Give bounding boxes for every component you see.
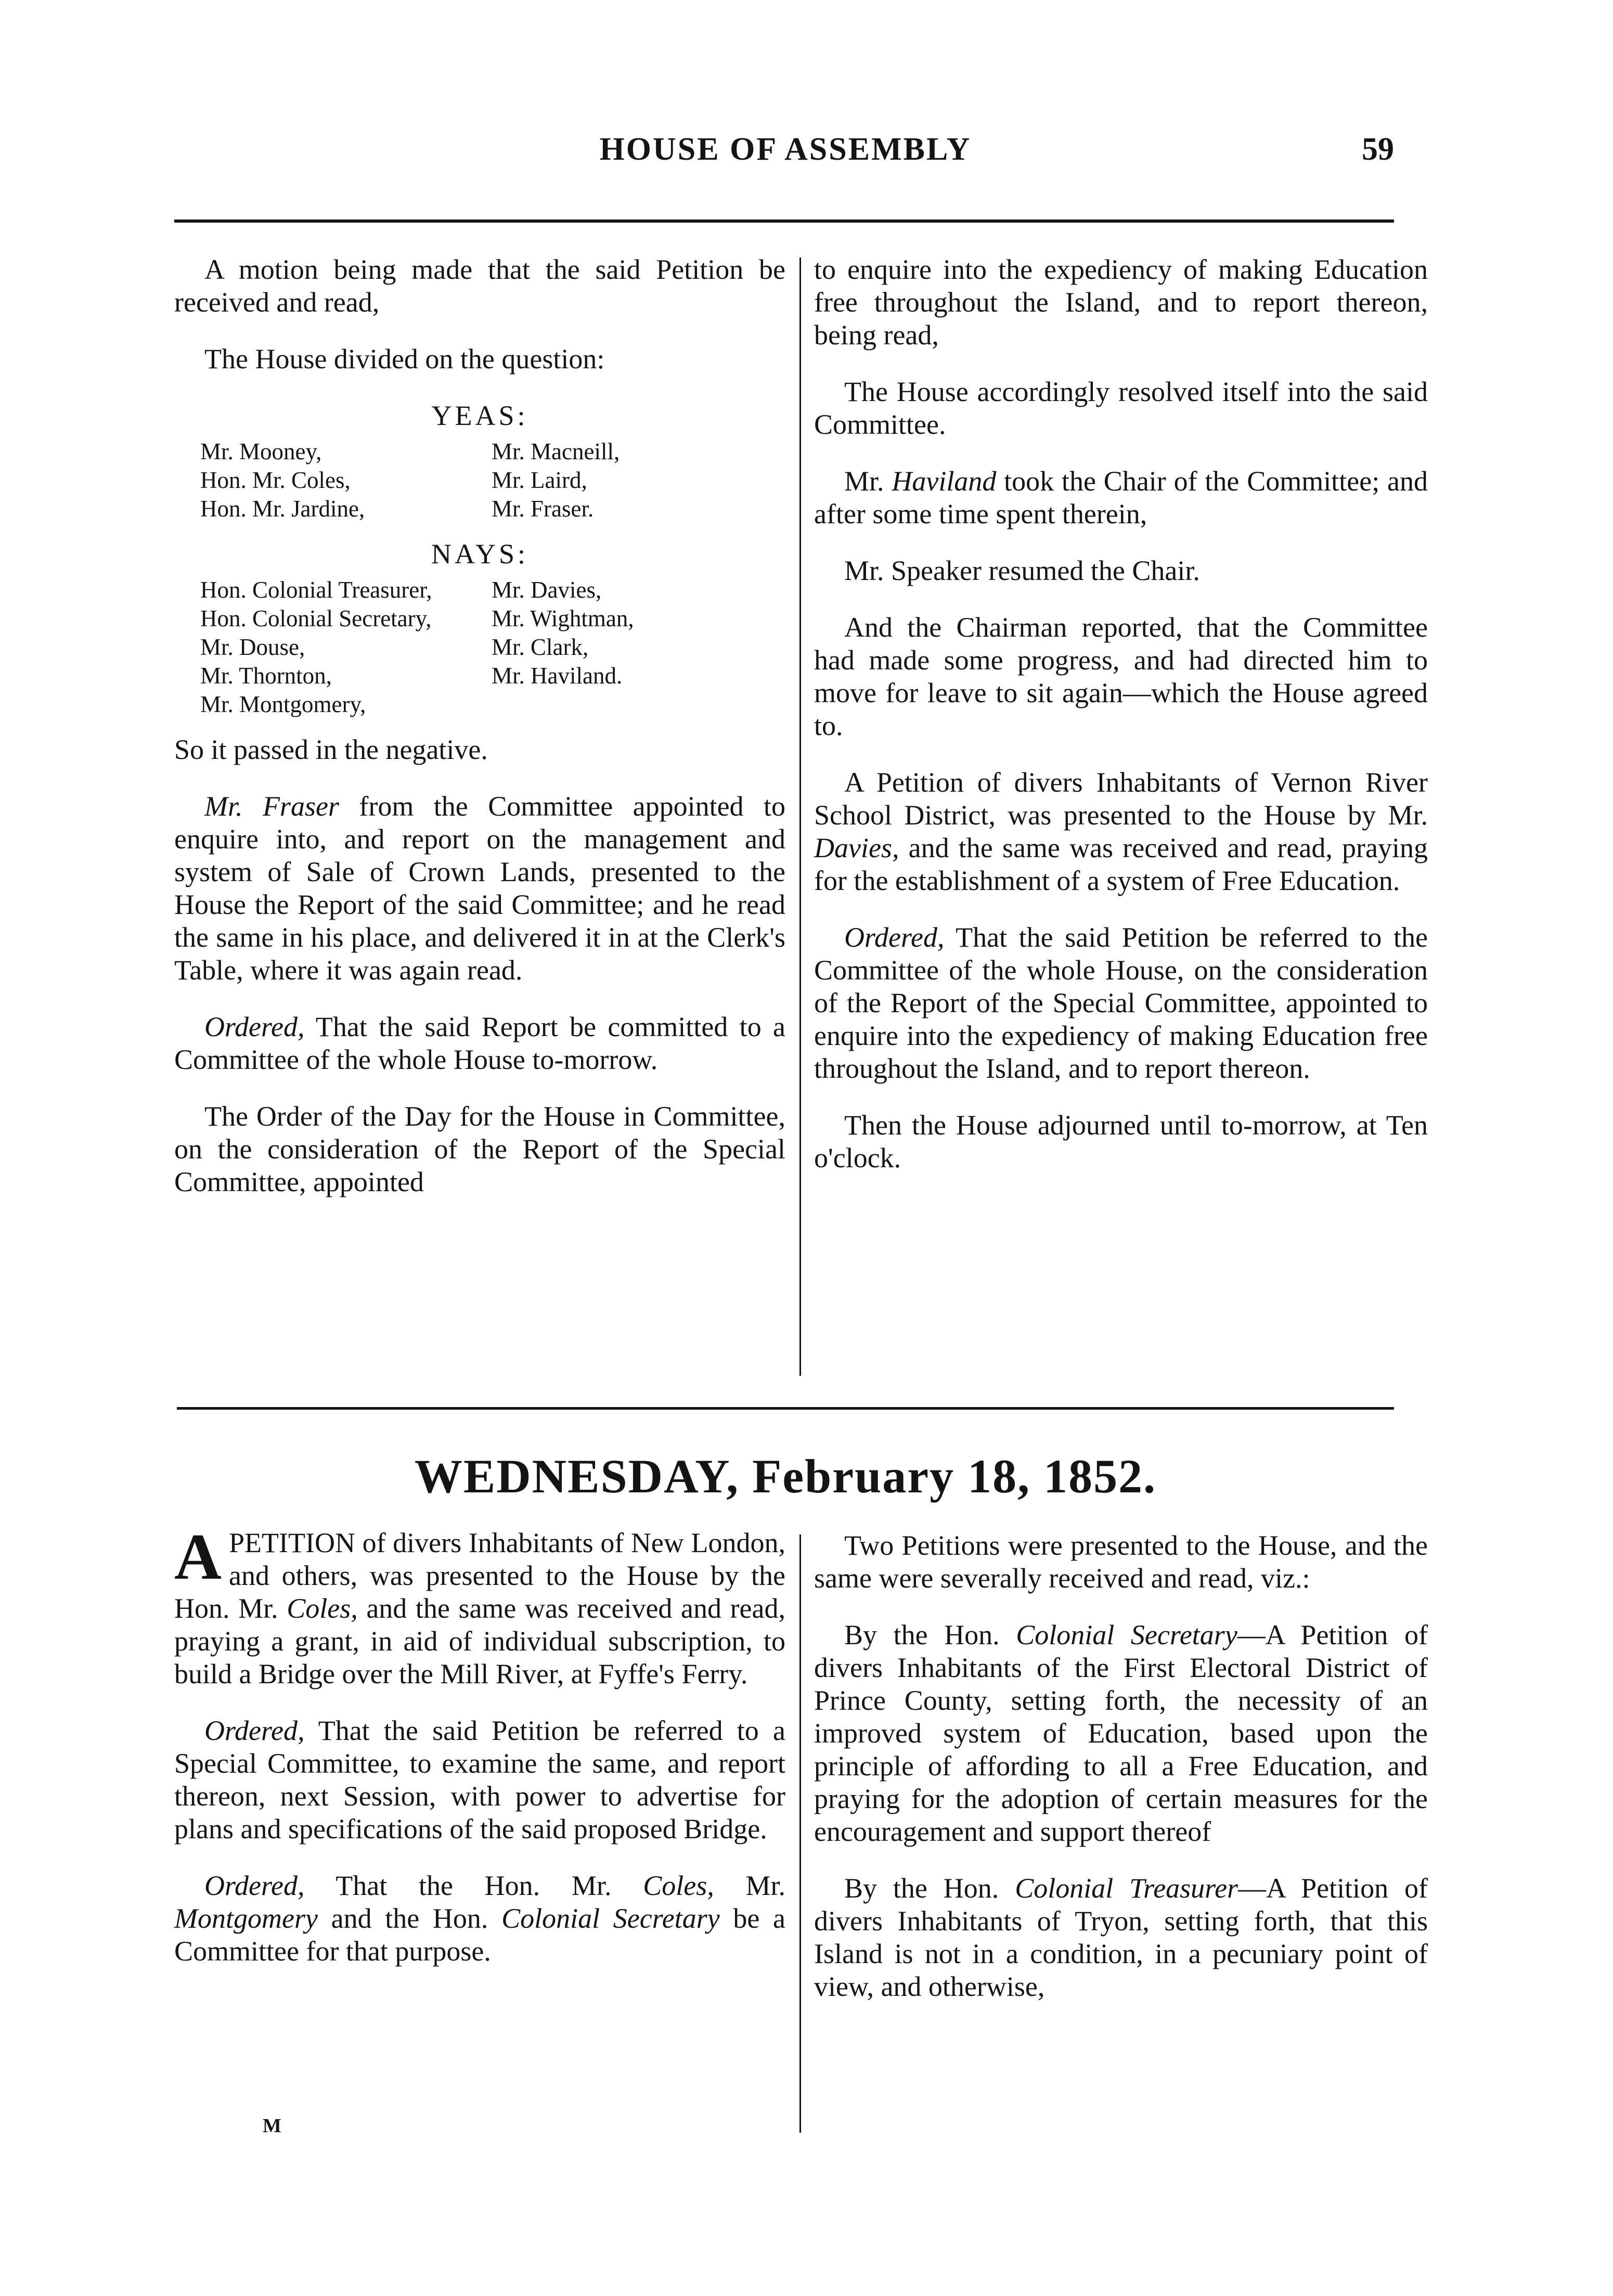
nay-name: Mr. Davies,	[492, 577, 602, 603]
paragraph-text: By the Hon.	[844, 1873, 1015, 1904]
member-title: Colonial Treasurer	[1015, 1873, 1238, 1904]
member-name: Coles,	[287, 1593, 358, 1624]
paragraph-text: and the Hon.	[317, 1903, 502, 1934]
top-rule	[174, 220, 1394, 223]
fraser-report-paragraph	[174, 790, 785, 987]
paragraph-text: That the Hon. Mr.	[304, 1870, 643, 1901]
ordered-word: Ordered,	[844, 922, 945, 953]
yea-name: Mr. Mooney,	[200, 438, 322, 465]
column-divider	[799, 1534, 801, 2133]
order-of-day-paragraph: The Order of the Day for the House in Committee, on the consideration of the Report of the Special Committee, appointed	[174, 1101, 785, 1197]
ordered-word: Ordered,	[204, 1011, 305, 1042]
drop-cap: A	[174, 1521, 222, 1593]
signature-mark: M	[263, 2115, 281, 2137]
chairman-report-paragraph: And the Chairman reported, that the Committee had made some progress, and had directed him to move for leave to sit again—which the House agreed to.	[814, 612, 1428, 741]
paragraph-text: —A Petition of divers Inhabitants of the First Electoral District of Prince County, setting forth, the necessity of an improved system of Education, based upon the principle of affording to all a Free Education, and praying for the adoption of certain measures for the encouragement and support thereof	[814, 1619, 1428, 1847]
lower-right-column	[814, 1529, 1428, 2027]
member-title: Colonial Secretary	[1016, 1619, 1237, 1650]
motion-paragraph: A motion being made that the said Petition be received and read,	[174, 254, 785, 318]
paragraph-text: By the Hon.	[844, 1619, 1016, 1650]
nays-list	[200, 576, 785, 719]
paragraph-text: PETITION of divers Inhabitants of New London, and others, was presented to the House by the Hon. Mr.	[174, 1527, 785, 1624]
upper-left-column	[174, 253, 785, 1222]
continuation-paragraph: to enquire into the expediency of making Education free throughout the Island, and to report thereon, being read,	[814, 254, 1428, 351]
paragraph-text: Mr.	[714, 1870, 785, 1901]
paragraph-text: That the said Petition be referred to the Committee of the whole House, on the consideration of the Report of the Special Committee, appointed to enquire into the expediency of making Education free throughout the Island, and to report thereon.	[814, 922, 1428, 1084]
special-committee-paragraph	[174, 1714, 785, 1846]
member-name: Montgomery	[174, 1903, 318, 1934]
page-number: 59	[1362, 132, 1394, 167]
speaker-paragraph: Mr. Speaker resumed the Chair.	[844, 555, 1200, 586]
vernon-petition-paragraph	[814, 766, 1428, 897]
member-name: Davies,	[814, 832, 899, 863]
paragraph-text: A Petition of divers Inhabitants of Vernon River School District, was presented to the House by Mr.	[814, 767, 1428, 831]
new-london-petition-paragraph	[174, 1521, 785, 1691]
nay-name: Mr. Montgomery,	[200, 691, 366, 717]
paragraph-text: and the same was received and read, praying for the establishment of a system of Free Education.	[814, 832, 1428, 896]
negative-result: So it passed in the negative.	[174, 734, 488, 765]
member-title: Colonial Secretary	[501, 1903, 720, 1934]
committee-paragraph: The House accordingly resolved itself into the said Committee.	[814, 376, 1428, 440]
nay-name: Mr. Douse,	[200, 634, 305, 660]
paragraph-text: Mr.	[844, 466, 892, 497]
yea-name: Mr. Laird,	[492, 467, 587, 493]
paragraph-text: be a Committee for that purpose.	[174, 1903, 785, 1967]
paragraph-text: That the said Petition be referred to a Special Committee, to examine the same, and report thereon, next Session, with power to advertise for plans and specifications of the said proposed Bridge.	[174, 1715, 785, 1844]
paragraph-text: —A Petition of divers Inhabitants of Tryon, setting forth, that this Island is not in a condition, in a pecuniary point of view, and otherwise,	[814, 1873, 1428, 2002]
yea-name: Hon. Mr. Jardine,	[200, 496, 365, 522]
running-title: HOUSE OF ASSEMBLY	[599, 132, 972, 167]
nays-heading: NAYS:	[431, 538, 529, 570]
ordered-word: Ordered,	[204, 1870, 305, 1901]
nay-name: Mr. Thornton,	[200, 663, 332, 689]
committee-members-paragraph	[174, 1869, 785, 1968]
yea-name: Mr. Macneill,	[492, 438, 620, 465]
nay-name: Mr. Wightman,	[492, 605, 634, 631]
yea-name: Hon. Mr. Coles,	[200, 467, 351, 493]
upper-right-column	[814, 253, 1428, 1198]
paragraph-text: and the same was received and read, praying a grant, in aid of individual subscription, to build a Bridge over the Mill River, at Fyffe's Ferry.	[174, 1593, 785, 1689]
yeas-list	[200, 437, 785, 523]
two-petitions-paragraph: Two Petitions were presented to the House, and the same were severally received and read, viz.:	[814, 1530, 1428, 1594]
member-name: Haviland	[892, 466, 997, 497]
nay-name: Mr. Haviland.	[492, 663, 623, 689]
division-paragraph: The House divided on the question:	[204, 343, 605, 375]
running-head	[177, 131, 1394, 173]
member-name: Coles,	[643, 1870, 714, 1901]
treasurer-petition-paragraph	[814, 1872, 1428, 2003]
column-divider	[799, 257, 801, 1376]
nay-name: Hon. Colonial Treasurer,	[200, 577, 432, 603]
ordered-paragraph	[174, 1011, 785, 1076]
paragraph-text: took the Chair of the Committee; and after some time spent therein,	[814, 466, 1428, 530]
member-name: Mr. Fraser	[204, 791, 339, 822]
yeas-heading: YEAS:	[431, 400, 528, 431]
paragraph-text: from the Committee appointed to enquire into, and report on the management and system of Sale of Crown Lands, presented to the House the Report of the said Committee; and he read the same in his place, and delivered it in at the Clerk's Table, where it was again read.	[174, 791, 785, 986]
secretary-petition-paragraph	[814, 1619, 1428, 1848]
adjournment-paragraph: Then the House adjourned until to-morrow, at Ten o'clock.	[814, 1110, 1428, 1173]
yea-name: Mr. Fraser.	[492, 496, 594, 522]
section-rule	[177, 1407, 1394, 1410]
nay-name: Mr. Clark,	[492, 634, 589, 660]
lower-left-column	[174, 1521, 785, 1992]
nay-name: Hon. Colonial Secretary,	[200, 605, 432, 631]
ordered-referral-paragraph	[814, 921, 1428, 1085]
day-heading: WEDNESDAY, February 18, 1852.	[414, 1450, 1157, 1503]
paragraph-text: That the said Report be committed to a Committee of the whole House to-morrow.	[174, 1011, 785, 1075]
ordered-word: Ordered,	[204, 1715, 305, 1746]
chair-paragraph	[814, 465, 1428, 531]
